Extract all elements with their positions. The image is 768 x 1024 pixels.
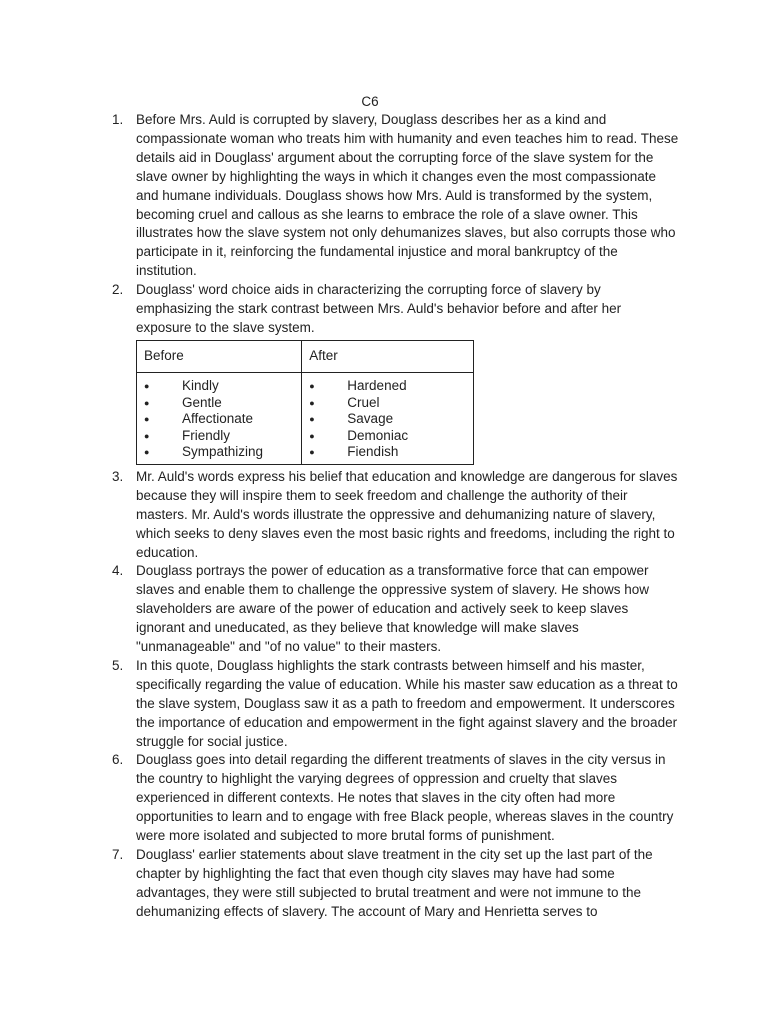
answer-item-1 [0,111,680,281]
item-number: 1. [112,112,124,127]
list-item: ● Sympathizing [144,444,294,461]
answer-item-7 [0,846,680,922]
list-item: ● Friendly [144,428,294,445]
answer-item-5 [0,657,680,752]
answer-list [0,111,680,922]
list-item: ● Gentle [144,395,294,412]
table-header-after: After [302,340,474,373]
table-header-before: Before [137,340,302,373]
item-text: Douglass' earlier statements about slave treatment in the city set up the last part of the chapter by highlighting the fact that even though city slaves may have had some advantages, they were still subjected to brutal treatment and were not immune to the dehumanizing effects of slavery. The account of Mary and Henrietta serves to [136,847,653,919]
item-number: 4. [112,563,124,579]
list-item: ● Affectionate [144,411,294,428]
answer-item-4 [0,562,680,657]
answer-item-6 [0,751,680,846]
item-text: In this quote, Douglass highlights the stark contrasts between himself and his master, specifically regarding the value of education. While his master saw education as a threat to the slave system, Douglass saw it as a path to freedom and empowerment. It underscores the importance of education and empowerment in the fight against slavery and the broader struggle for social justice. [136,657,678,749]
item-text: Douglass portrays the power of education as a transformative force that can empower slaves and enable them to challenge the oppressive system of slavery. He shows how slaveholders are aware of the power of education and actively seek to keep slaves ignorant and uneducated, as they believe that knowledge will make slaves "unmanageable" and "of no value" to their masters. [136,563,650,655]
item-number: 2. [112,282,124,298]
before-word-list [144,378,294,461]
list-item: ● Kindly [144,378,294,395]
document-title: C6 [361,94,379,109]
list-item: ● Demoniac [309,428,466,445]
answer-item-3 [0,468,680,563]
after-cell [302,373,474,465]
item-number: 5. [112,657,124,673]
list-item: ● Cruel [309,395,466,412]
before-cell [137,373,302,465]
item-number: 7. [112,847,124,862]
list-item: ● Hardened [309,378,466,395]
item-number: 3. [112,468,124,484]
item-text: Douglass goes into detail regarding the different treatments of slaves in the city versus in the country to highlight the varying degrees of oppression and cruelty that slaves experienced in different contexts. He notes that slaves in the city often had more opportunities to learn and to engage with free Black people, whereas slaves in the country were more isolated and subjected to more brutal forms of punishment. [136,752,674,844]
item-text: Mr. Auld's words express his belief that education and knowledge are dangerous for slaves because they will inspire them to seek freedom and challenge the authority of their masters. Mr. Auld's words illustrate the oppressive and dehumanizing nature of slavery, which seeks to deny slaves even the most basic rights and freedoms, including the right to education. [136,468,678,560]
item-text: Douglass' word choice aids in characterizing the corrupting force of slavery by emphasizing the stark contrast between Mrs. Auld's behavior before and after her exposure to the slave system. [136,282,622,335]
item-number: 6. [112,752,124,768]
list-item: ● Fiendish [309,444,466,461]
after-word-list [309,378,466,461]
before-after-table [136,340,474,465]
list-item: ● Savage [309,411,466,428]
item-text: Before Mrs. Auld is corrupted by slavery, Douglass describes her as a kind and compassionate woman who treats him with humanity and even teaches him to read. These details aid in Douglass' argument about the corrupting force of the slave system for the slave owner by highlighting the ways in which it changes even the most compassionate and humane individuals. Douglass shows how Mrs. Auld is transformed by the system, becoming cruel and callous as she learns to embrace the role of a slave owner. This illustrates how the slave system not only dehumanizes slaves, but also corrupts those who participate in it, reinforcing the fundamental injustice and moral bankruptcy of the institution. [136,112,679,279]
answer-item-2 [0,281,680,465]
